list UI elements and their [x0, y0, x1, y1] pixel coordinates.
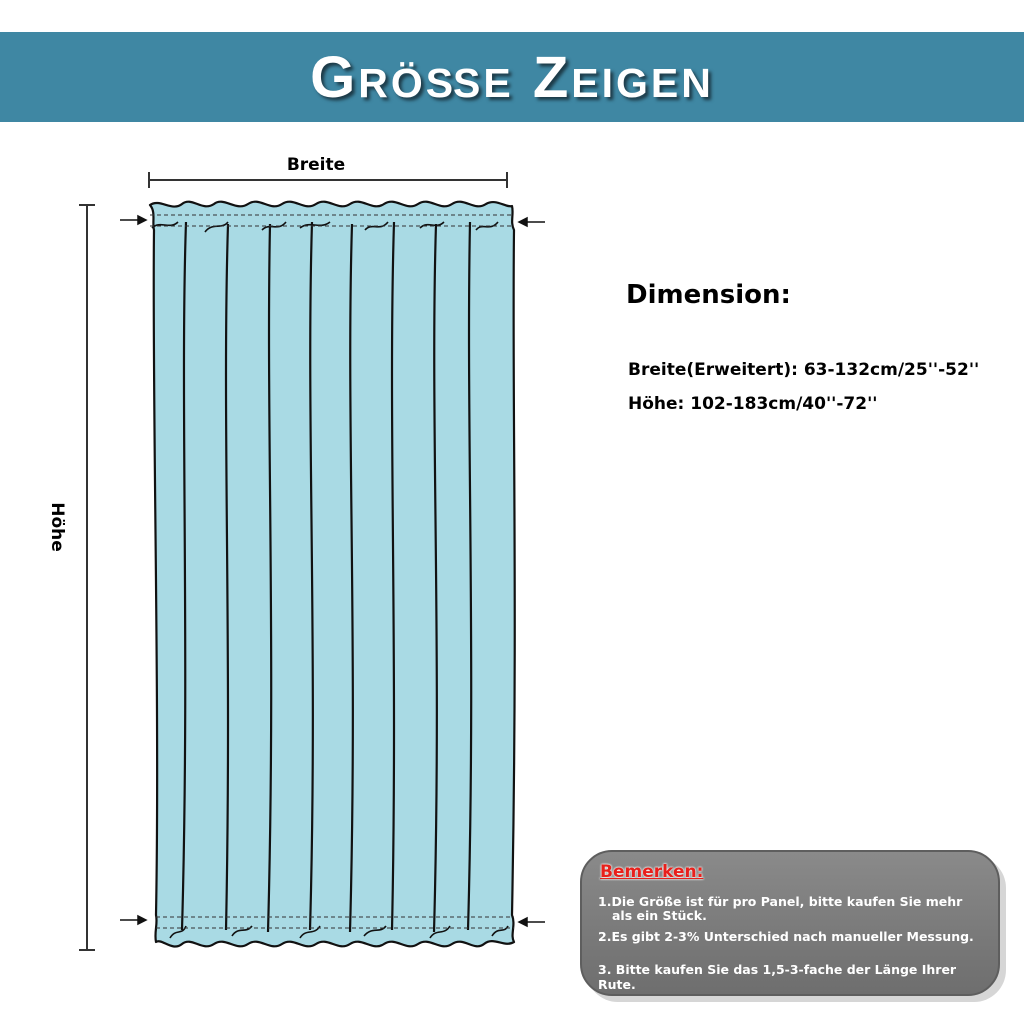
height-dimension-text: Höhe: 102-183cm/40''-72'': [628, 394, 878, 414]
arrow-top-left: [120, 216, 146, 224]
note-item-2: 2.Es gibt 2-3% Unterschied nach manueller Messung.: [598, 929, 974, 944]
note-item-1: 1.Die Größe ist für pro Panel, bitte kaufen Sie mehr: [598, 894, 963, 909]
height-dimension: [79, 205, 95, 950]
notes-title: Bemerken:: [600, 862, 704, 882]
width-dimension-text: Breite(Erweitert): 63-132cm/25''-52'': [628, 360, 980, 380]
arrow-top-right: [519, 218, 545, 226]
curtain-panel: [150, 202, 515, 947]
notes-box: [580, 850, 1000, 996]
width-label: Breite: [286, 155, 346, 175]
arrow-bottom-right: [519, 918, 545, 926]
note-item-1-continued: als ein Stück.: [612, 908, 707, 923]
dimension-heading: Dimension:: [626, 280, 791, 310]
arrow-bottom-left: [120, 916, 146, 924]
height-label: Höhe: [47, 502, 67, 552]
page-title: Größe Zeigen: [310, 45, 714, 110]
note-item-3: 3. Bitte kaufen Sie das 1,5-3-fache der Länge Ihrer Rute.: [598, 962, 957, 992]
